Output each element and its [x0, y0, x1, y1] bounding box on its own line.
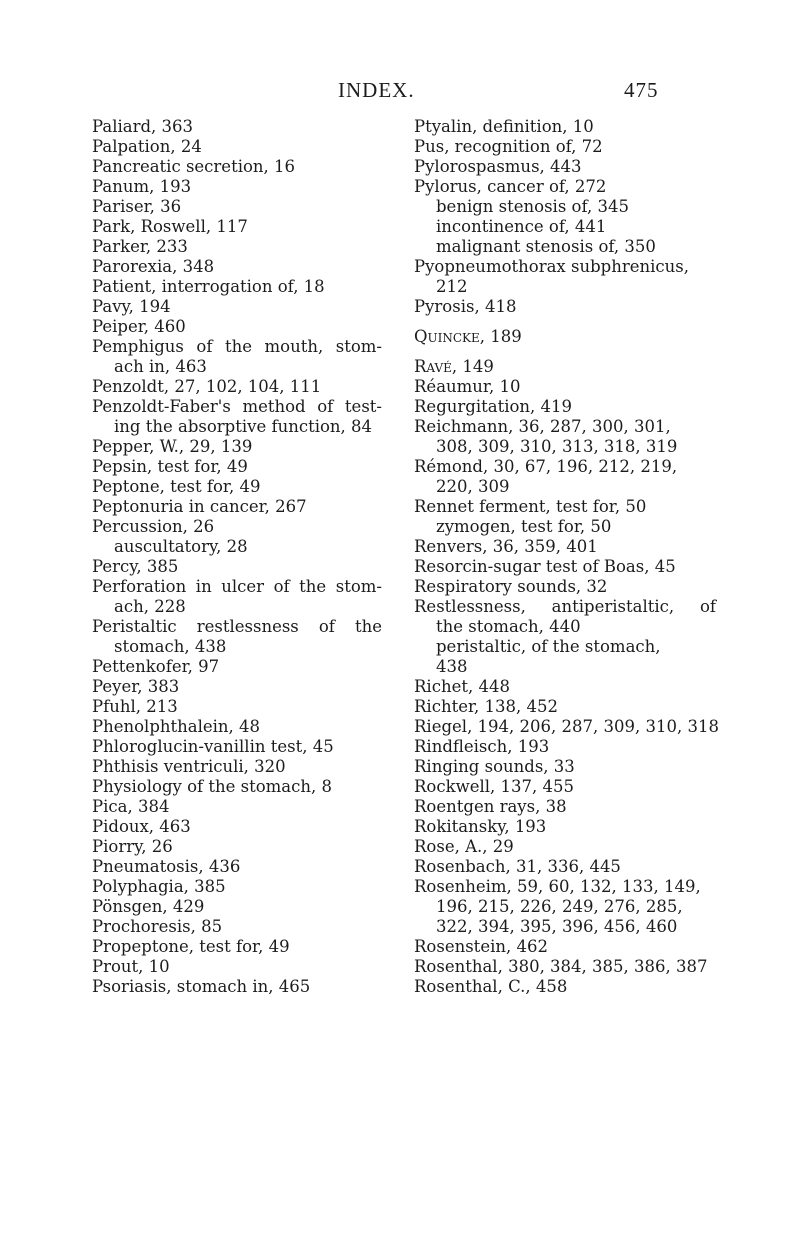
index-entry: Physiology of the stomach, 8: [92, 777, 332, 796]
index-entry: Rindfleisch, 193: [414, 737, 550, 756]
index-entry: Phloroglucin-vanillin test, 45: [92, 737, 334, 756]
index-entry-continuation: 308, 309, 310, 313, 318, 319: [436, 437, 678, 456]
index-entry: Reichmann, 36, 287, 300, 301,: [414, 417, 671, 436]
index-entry: Peyer, 383: [92, 677, 180, 696]
index-entry: Restlessness, antiperistaltic, of: [414, 597, 716, 616]
index-entry: Palpation, 24: [92, 137, 202, 156]
index-entry: Phenolphthalein, 48: [92, 717, 261, 736]
index-entry: Pettenkofer, 97: [92, 657, 220, 676]
page-header: [0, 78, 800, 108]
index-entry: Propeptone, test for, 49: [92, 937, 290, 956]
index-entry: Pneumatosis, 436: [92, 857, 241, 876]
index-entry-continuation: 196, 215, 226, 249, 276, 285,: [436, 897, 683, 916]
index-entry: Pica, 384: [92, 797, 170, 816]
index-entry-continuation: ing the absorptive function, 84: [114, 417, 373, 436]
index-entry: Pariser, 36: [92, 197, 182, 216]
index-entry: Pylorospasmus, 443: [414, 157, 582, 176]
index-entry: Psoriasis, stomach in, 465: [92, 977, 311, 996]
index-entry: Pus, recognition of, 72: [414, 137, 603, 156]
index-entry: Pepsin, test for, 49: [92, 457, 248, 476]
index-entry: Perforation in ulcer of the stom-: [92, 577, 382, 596]
index-entry: Rosenheim, 59, 60, 132, 133, 149,: [414, 877, 701, 896]
index-entry: Park, Roswell, 117: [92, 217, 248, 236]
index-entry: Penzoldt, 27, 102, 104, 111: [92, 377, 322, 396]
index-entry: Ravé, 149: [414, 357, 494, 376]
index-entry: Pepper, W., 29, 139: [92, 437, 253, 456]
index-entry: Ringing sounds, 33: [414, 757, 575, 776]
index-entry: Prochoresis, 85: [92, 917, 223, 936]
index-entry: Peristaltic restlessness of the: [92, 617, 382, 636]
index-entry: Pfuhl, 213: [92, 697, 178, 716]
index-entry: Pönsgen, 429: [92, 897, 205, 916]
index-entry: Regurgitation, 419: [414, 397, 573, 416]
index-entry: Pavy, 194: [92, 297, 171, 316]
index-entry: Richter, 138, 452: [414, 697, 559, 716]
index-entry: Peptonuria in cancer, 267: [92, 497, 307, 516]
index-entry: Pemphigus of the mouth, stom-: [92, 337, 382, 356]
index-entry: Percussion, 26: [92, 517, 215, 536]
index-entry: Peptone, test for, 49: [92, 477, 261, 496]
index-entry: Patient, interrogation of, 18: [92, 277, 325, 296]
index-entry: Polyphagia, 385: [92, 877, 226, 896]
index-entry: Piorry, 26: [92, 837, 173, 856]
index-entry: Rennet ferment, test for, 50: [414, 497, 647, 516]
index-entry-continuation: ach in, 463: [114, 357, 207, 376]
index-entry: Respiratory sounds, 32: [414, 577, 608, 596]
index-subentry: benign stenosis of, 345: [436, 197, 629, 216]
index-entry: Pyopneumothorax subphrenicus,: [414, 257, 689, 276]
index-entry: Prout, 10: [92, 957, 170, 976]
index-entry: Penzoldt-Faber's method of test-: [92, 397, 382, 416]
index-entry: Resorcin-sugar test of Boas, 45: [414, 557, 676, 576]
index-entry: Percy, 385: [92, 557, 179, 576]
index-entry: Paliard, 363: [92, 117, 194, 136]
index-entry: Rosenthal, C., 458: [414, 977, 568, 996]
page-title: INDEX.: [338, 78, 415, 102]
index-entry: Pyrosis, 418: [414, 297, 517, 316]
index-entry-continuation: ach, 228: [114, 597, 186, 616]
index-subentry: peristaltic, of the stomach,: [436, 637, 661, 656]
index-entry: Phthisis ventriculi, 320: [92, 757, 286, 776]
index-entry: Pancreatic secretion, 16: [92, 157, 296, 176]
page-number: 475: [624, 78, 659, 102]
index-entry: Quincke, 189: [414, 327, 522, 346]
index-entry: Panum, 193: [92, 177, 192, 196]
index-entry: Peiper, 460: [92, 317, 186, 336]
index-column-left: [92, 117, 382, 997]
index-entry: Roentgen rays, 38: [414, 797, 567, 816]
index-subentry: malignant stenosis of, 350: [436, 237, 656, 256]
index-subentry: zymogen, test for, 50: [436, 517, 612, 536]
index-entry-continuation: stomach, 438: [114, 637, 227, 656]
index-entry: Renvers, 36, 359, 401: [414, 537, 598, 556]
index-entry: Rose, A., 29: [414, 837, 514, 856]
index-entry: Pylorus, cancer of, 272: [414, 177, 607, 196]
index-entry: Ptyalin, definition, 10: [414, 117, 594, 136]
index-entry-continuation: the stomach, 440: [436, 617, 581, 636]
index-entry: Rosenbach, 31, 336, 445: [414, 857, 621, 876]
index-entry-continuation: 220, 309: [436, 477, 510, 496]
index-subentry: auscultatory, 28: [114, 537, 248, 556]
index-entry: Parker, 233: [92, 237, 188, 256]
index-entry: Parorexia, 348: [92, 257, 215, 276]
index-subentry: incontinence of, 441: [436, 217, 607, 236]
index-column-right: [414, 117, 719, 997]
index-entry: Réaumur, 10: [414, 377, 521, 396]
index-entry: Rokitansky, 193: [414, 817, 547, 836]
index-entry: Rosenthal, 380, 384, 385, 386, 387: [414, 957, 708, 976]
index-entry: Richet, 448: [414, 677, 510, 696]
index-entry: Rémond, 30, 67, 196, 212, 219,: [414, 457, 678, 476]
index-entry-continuation: 438: [436, 657, 468, 676]
index-entry: Riegel, 194, 206, 287, 309, 310, 318: [414, 717, 719, 736]
index-entry-continuation: 212: [436, 277, 468, 296]
index-entry: Rosenstein, 462: [414, 937, 548, 956]
index-entry: Rockwell, 137, 455: [414, 777, 575, 796]
index-entry-continuation: 322, 394, 395, 396, 456, 460: [436, 917, 678, 936]
index-entry: Pidoux, 463: [92, 817, 191, 836]
